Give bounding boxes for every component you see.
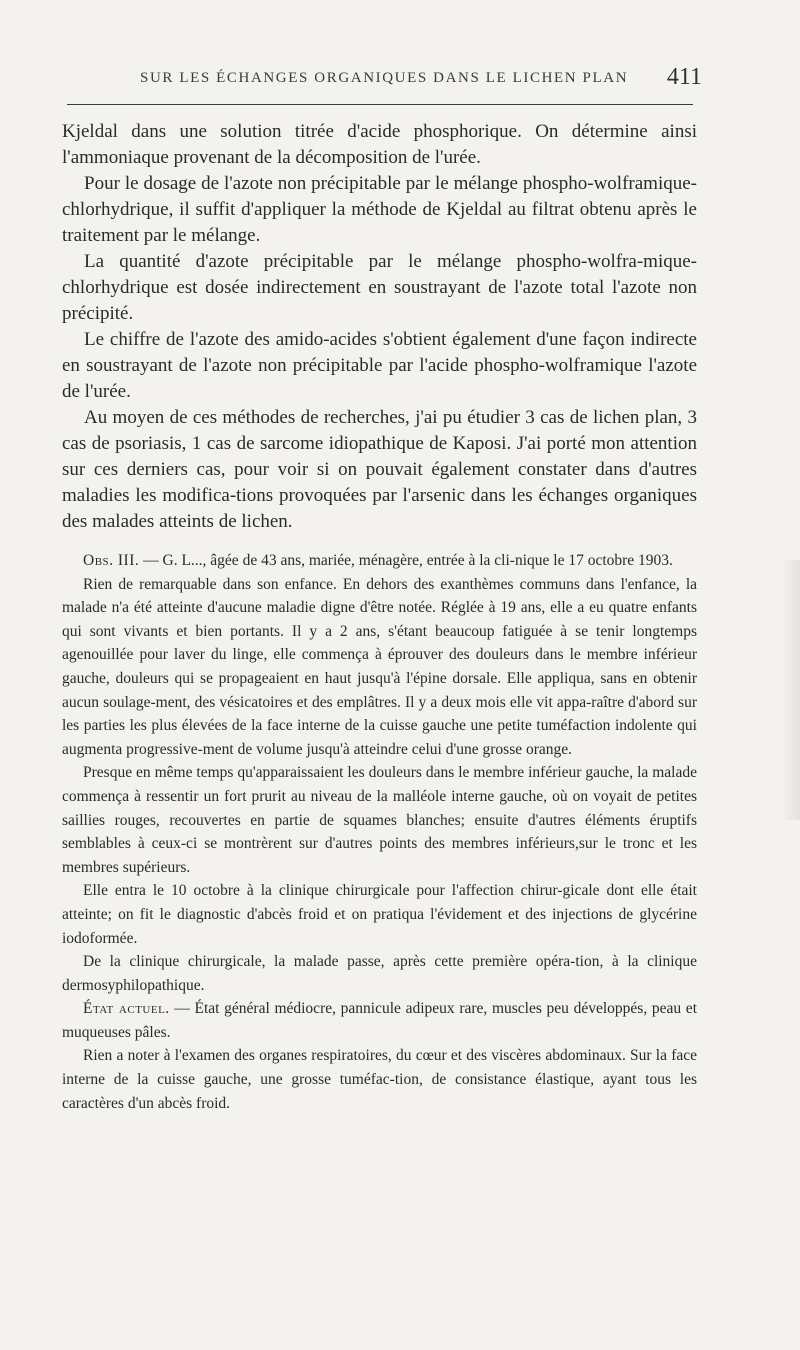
observation-heading	[62, 549, 697, 573]
page-header	[62, 62, 702, 96]
paragraph: La quantité d'azote précipitable par le mélange phospho-wolfra-mique-chlorhydrique est dosée indirectement en soustrayant de l'azote total l'azote non précipité.	[62, 251, 697, 324]
section-gap	[62, 535, 697, 549]
page-number: 411	[666, 64, 702, 90]
paragraph: Pour le dosage de l'azote non précipitable par le mélange phospho-wolframique-chlorhydrique, il suffit d'appliquer la méthode de Kjeldal au filtrat obtenu après le traitement par le mélange.	[62, 173, 697, 246]
page-body	[62, 119, 697, 1115]
paragraph: Au moyen de ces méthodes de recherches, j'ai pu étudier 3 cas de lichen plan, 3 cas de psoriasis, 1 cas de sarcome idiopathique de Kaposi. J'ai porté mon attention sur ces derniers cas, pour voir si on pouvait également constater dans d'autres maladies les modifica-tions provoquées par l'arsenic dans les échanges organiques des malades atteints de lichen.	[62, 407, 697, 532]
etat-text: — État général médiocre, pannicule adipeux rare, muscles peu développés, peau et muqueuses pâles.	[62, 1000, 697, 1041]
final-paragraph: Rien a noter à l'examen des organes respiratoires, du cœur et des viscères abdominaux. Sur la face interne de la cuisse gauche, une grosse tuméfac-tion, de consistance élastique, ayant tous les caractères d'un abcès froid.	[62, 1047, 697, 1112]
header-rule	[67, 104, 693, 105]
observation-paragraph: Presque en même temps qu'apparaissaient les douleurs dans le membre inférieur gauche, la malade commença à ressentir un fort prurit au niveau de la malléole interne gauche, où on voyait de petites saillies rouges, recouvertes en partie de squames blanches; ensuite d'autres éléments éruptifs semblables à ceux-ci se montrèrent sur d'autres points des membres inférieurs,sur le tronc et les membres supérieurs.	[62, 764, 697, 876]
observation-paragraph: Elle entra le 10 octobre à la clinique chirurgicale pour l'affection chirur-gicale dont elle était atteinte; on fit le diagnostic d'abcès froid et on pratiqua l'évidement et des injections de glycérine iodoformée.	[62, 882, 697, 947]
page-edge-shadow	[782, 560, 800, 820]
observation-label: Obs. III.	[83, 552, 140, 569]
etat-actuel-paragraph	[62, 997, 697, 1044]
running-title: SUR LES ÉCHANGES ORGANIQUES DANS LE LICHEN PLAN	[140, 70, 629, 86]
observation-intro: — G. L..., âgée de 43 ans, mariée, ménagère, entrée à la cli-nique le 17 octobre 1903.	[139, 552, 673, 569]
paragraph: Le chiffre de l'azote des amido-acides s'obtient également d'une façon indirecte en soustrayant de l'azote non précipitable par l'acide phospho-wolframique l'azote de l'urée.	[62, 329, 697, 402]
paragraph: Kjeldal dans une solution titrée d'acide phosphorique. On détermine ainsi l'ammoniaque provenant de la décomposition de l'urée.	[62, 121, 697, 168]
etat-label: État actuel.	[83, 1000, 170, 1018]
observation-paragraph: Rien de remarquable dans son enfance. En dehors des exanthèmes communs dans l'enfance, la malade n'a été atteinte d'aucune maladie digne d'être notée. Réglée à 19 ans, elle a eu quatre enfants qui sont vivants et bien portants. Il y a 2 ans, s'étant beaucoup fatiguée à se tenir longtemps agenouillée pour laver du linge, elle commença à éprouver des douleurs dans le membre inférieur gauche, douleurs qui se propageaient en haut jusqu'à l'épine dorsale. Elle appliqua, sans en obtenir aucun soulage-ment, des vésicatoires et des emplâtres. Il y a deux mois elle vit appa-raître d'abord sur les parties les plus élevées de la face interne de la cuisse gauche une petite tuméfaction indolente qui augmenta progressive-ment de volume jusqu'à atteindre celui d'une grosse orange.	[62, 575, 697, 758]
observation-paragraph: De la clinique chirurgicale, la malade passe, après cette première opéra-tion, à la clinique dermosyphilopathique.	[62, 953, 697, 994]
